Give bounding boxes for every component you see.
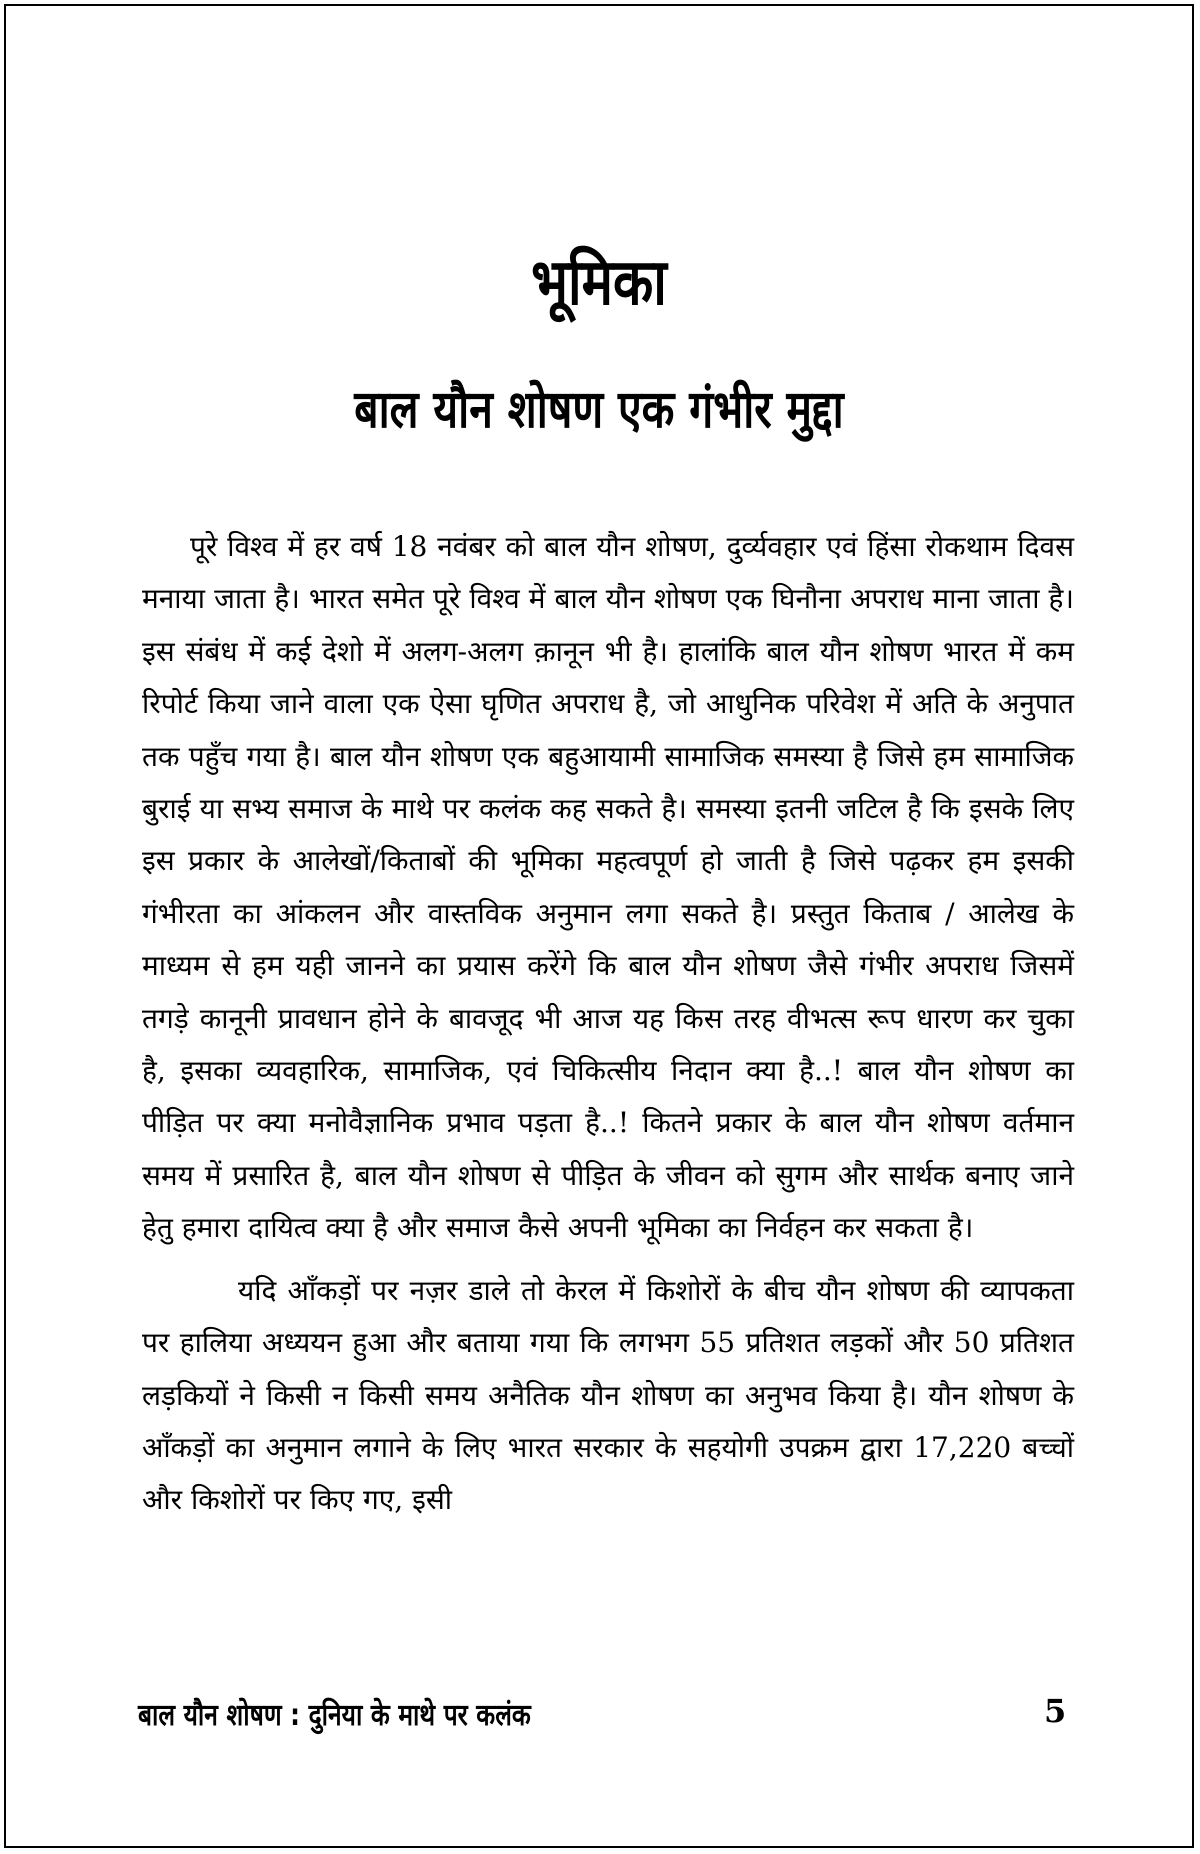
paragraph-1: पूरे विश्व में हर वर्ष 18 नवंबर को बाल यौन शोषण, दुर्व्यवहार एवं हिंसा रोकथाम दिवस मनाया जाता है। भारत समेत पूरे विश्व में बाल यौन शोषण एक घिनौना अपराध माना जाता है। इस संबंध में कई देशो में अलग-अलग क़ानून भी है। हालांकि बाल यौन शोषण भारत में कम रिपोर्ट किया जाने वाला एक ऐसा घृणित अपराध है, जो आधुनिक परिवेश में अति के अनुपात तक पहुँच गया है। बाल यौन शोषण एक बहुआयामी सामाजिक समस्या है जिसे हम सामाजिक बुराई या सभ्य समाज के माथे पर कलंक कह सकते है। समस्या इतनी जटिल है कि इसके लिए इस प्रकार के आलेखों/किताबों की भूमिका महत्वपूर्ण हो जाती है जिसे पढ़कर हम इसकी गंभीरता का आंकलन और वास्तविक अनुमान लगा सकते है। प्रस्तुत किताब / आलेख के माध्यम से हम यही जानने का प्रयास करेंगे कि बाल यौन शोषण जैसे गंभीर अपराध जिसमें तगड़े कानूनी प्रावधान होने के बावजूद भी आज यह किस तरह वीभत्स रूप धारण कर चुका है, इसका व्यवहारिक, सामाजिक, एवं चिकित्सीय निदान क्या है..! बाल यौन शोषण का पीड़ित पर क्या मनोवैज्ञानिक प्रभाव पड़ता है..! कितने प्रकार के बाल यौन शोषण वर्तमान समय में प्रसारित है, बाल यौन शोषण से पीड़ित के जीवन को सुगम और सार्थक बनाए जाने हेतु हमारा दायित्व क्या है और समाज कैसे अपनी भूमिका का निर्वहन कर सकता है। xyxy=(142,530,1074,1245)
book-page xyxy=(4,4,1194,1848)
running-footer-title: बाल यौन शोषण : दुनिया के माथे पर कलंक xyxy=(138,1698,531,1733)
page-title: भूमिका xyxy=(531,246,667,320)
paragraph-2: यदि आँकड़ों पर नज़र डाले तो केरल में किशोरों के बीच यौन शोषण की व्यापकता पर हालिया अध्ययन हुआ और बताया गया कि लगभग 55 प्रतिशत लड़कों और 50 प्रतिशत लड़कियों ने किसी न किसी समय अनैतिक यौन शोषण का अनुभव किया है। यौन शोषण के आँकड़ों का अनुमान लगाने के लिए भारत सरकार के सहयोगी उपक्रम द्वारा 17,220 बच्चों और किशोरों पर किए गए, इसी xyxy=(142,1273,1074,1517)
page-subtitle: बाल यौन शोषण एक गंभीर मुद्दा xyxy=(354,380,844,440)
body-text xyxy=(142,521,1074,1527)
page-number: 5 xyxy=(1044,1692,1067,1730)
